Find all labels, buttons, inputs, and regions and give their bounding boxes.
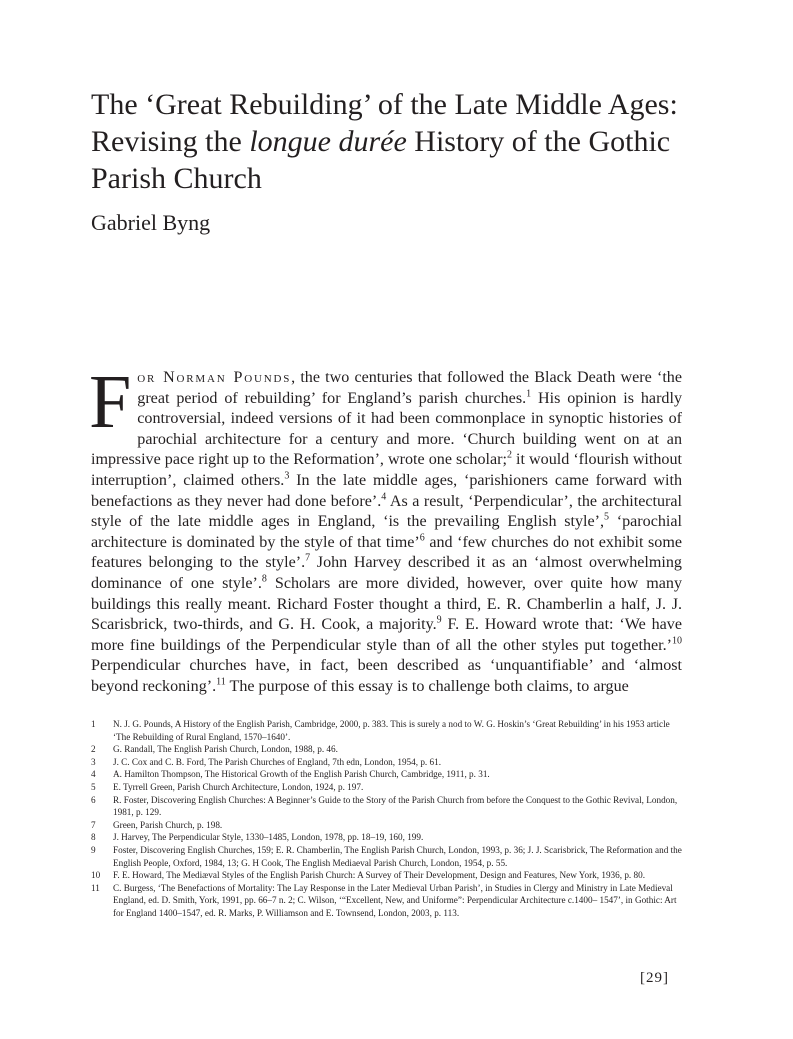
footnote-text: J. C. Cox and C. B. Ford, The Parish Churches of England, 7th edn, London, 1954, p. 61. xyxy=(113,756,442,767)
body-text-segment: His opinion is hardly controversial, indeed versions of it had been commonplace in synoptic histories of parochial architecture for a century and more. ‘Church building went on at an impressive pace right up to the Reformation’, wrote one scholar; xyxy=(91,389,683,469)
footnote-ref[interactable]: 9 xyxy=(436,614,442,626)
footnotes-list xyxy=(91,718,682,920)
page-number: [29] xyxy=(640,970,669,986)
body-paragraph xyxy=(89,360,683,698)
drop-cap: F xyxy=(89,360,132,444)
small-caps-opening: or Norman Pounds xyxy=(137,369,292,386)
body-text-segment: F. E. Howard wrote that: ‘We have more fine buildings of the Perpendicular style than of all the other styles put together.’ xyxy=(91,616,682,654)
footnote-text: Foster, Discovering English Churches, 159; E. R. Chamberlin, The English Parish Church, London, 1993, p. 36; J. J. Scarisbrick, The Reformation and the English People, Oxford, 1984, 13; G. H Cook, The English Mediaeval Parish Church, London, 1954, p. 55. xyxy=(113,844,682,868)
author-name: Gabriel Byng xyxy=(91,210,211,235)
footnote-number: 4 xyxy=(91,769,96,780)
footnote-text: R. Foster, Discovering English Churches: A Beginner’s Guide to the Story of the Parish Church from before the Conquest to the Gothic Revival, London, 1981, p. 129. xyxy=(113,794,678,818)
body-text-segment: , the two centuries that followed the Black Death were ‘the great period of rebuilding’ for England’s parish churches. xyxy=(137,369,683,407)
footnote-item xyxy=(91,869,682,882)
footnote-item xyxy=(91,844,682,869)
footnote-number: 6 xyxy=(91,794,96,805)
footnote-item xyxy=(91,794,682,819)
footnote-number: 11 xyxy=(91,882,100,893)
body-text-segment: John Harvey described it as an ‘almost overwhelming dominance of one style’. xyxy=(91,554,682,592)
footnote-number: 10 xyxy=(91,870,101,881)
footnote-number: 2 xyxy=(91,744,96,755)
body-text-segment: As a result, ‘Perpendicular’, the architectural style of the late middle ages in England, ‘is the prevailing English style’, xyxy=(91,492,682,531)
body-text-segment: ‘parochial architecture is dominated by the style of that time’ xyxy=(91,513,682,551)
footnote-item xyxy=(91,819,682,832)
footnote-text: F. E. Howard, The Mediæval Styles of the English Parish Church: A Survey of Their Development, Design and Features, New York, 1936, p. 80. xyxy=(113,870,645,881)
body-text-segment: In the late middle ages, ‘parishioners came forward with benefactions as they never had done before’. xyxy=(91,471,683,510)
body-text-segment: Scholars are more divided, however, over quite how many buildings this really meant. Richard Foster thought a third, E. R. Chamberlin a half, J. J. Scarisbrick, two-thirds, and G. H. Cook, a majority. xyxy=(91,574,682,634)
footnote-item xyxy=(91,768,682,781)
body-text-segment: The purpose of this essay is to challenge both claims, to argue xyxy=(225,677,629,695)
body-text-segment: it would ‘flourish without interruption’, claimed others. xyxy=(91,451,682,489)
footnote-ref[interactable]: 11 xyxy=(216,676,226,688)
footnote-item xyxy=(91,882,682,920)
footnote-text: N. J. G. Pounds, A History of the English Parish, Cambridge, 2000, p. 383. This is surely a nod to W. G. Hoskin’s ‘Great Rebuilding’ in his 1953 article ‘The Rebuilding of Rural England, 1570–1640’. xyxy=(113,719,670,742)
footnote-ref[interactable]: 2 xyxy=(506,450,512,462)
footnote-text: J. Harvey, The Perpendicular Style, 1330–1485, London, 1978, pp. 18–19, 160, 199. xyxy=(113,832,424,843)
title-part-1: The ‘Great Rebuilding’ of the Late Middle Ages: Revising the xyxy=(91,88,678,158)
title-italic-phrase: longue durée xyxy=(249,125,407,158)
footnote-ref[interactable]: 6 xyxy=(419,532,425,544)
footnote-number: 9 xyxy=(91,844,96,855)
body-text-segment: and ‘few churches do not exhibit some features belonging to the style’. xyxy=(91,533,683,572)
footnote-number: 5 xyxy=(91,781,96,792)
footnote-item xyxy=(91,756,682,769)
footnote-text: G. Randall, The English Parish Church, London, 1988, p. 46. xyxy=(113,744,338,755)
footnote-ref[interactable]: 4 xyxy=(381,491,387,503)
article-title xyxy=(91,86,711,197)
footnote-item xyxy=(91,743,682,756)
footnote-item xyxy=(91,718,682,743)
footnote-ref[interactable]: 1 xyxy=(526,388,532,400)
title-part-2: History of the Gothic Parish Church xyxy=(91,125,671,195)
body-text-segment: Perpendicular churches have, in fact, been described as ‘unquantifiable’ and ‘almost beyond reckoning’. xyxy=(91,657,682,695)
footnote-text: C. Burgess, ‘The Benefactions of Mortality: The Lay Response in the Later Medieval Urban Parish’, in Studies in Clergy and Ministry in Late Medieval England, ed. D. Smith, York, 1991, pp. 66–7 n. 2; C. Wilson, ‘“Excellent, New, and Uniforme”: Perpendicular Architecture c.1400– 1547’, in Gothic: Art for England 1400–1547, ed. R. Marks, P. Williamson and E. Townsend, London, 2003, p. 113. xyxy=(113,882,677,918)
footnote-text: E. Tyrrell Green, Parish Church Architecture, London, 1924, p. 197. xyxy=(113,781,364,792)
footnote-text: A. Hamilton Thompson, The Historical Growth of the English Parish Church, Cambridge, 1911, p. 31. xyxy=(113,769,490,780)
footnote-ref[interactable]: 10 xyxy=(672,635,682,647)
footnote-ref[interactable]: 7 xyxy=(305,552,311,564)
footnote-ref[interactable]: 8 xyxy=(261,573,267,585)
footnote-ref[interactable]: 5 xyxy=(604,511,610,523)
footnote-ref[interactable]: 3 xyxy=(284,470,290,482)
footnote-item xyxy=(91,781,682,794)
footnote-item xyxy=(91,831,682,844)
footnote-number: 1 xyxy=(91,719,96,729)
footnote-number: 8 xyxy=(91,832,96,843)
footnote-number: 7 xyxy=(91,819,96,830)
footnote-text: Green, Parish Church, p. 198. xyxy=(113,819,223,830)
footnote-number: 3 xyxy=(91,756,96,767)
